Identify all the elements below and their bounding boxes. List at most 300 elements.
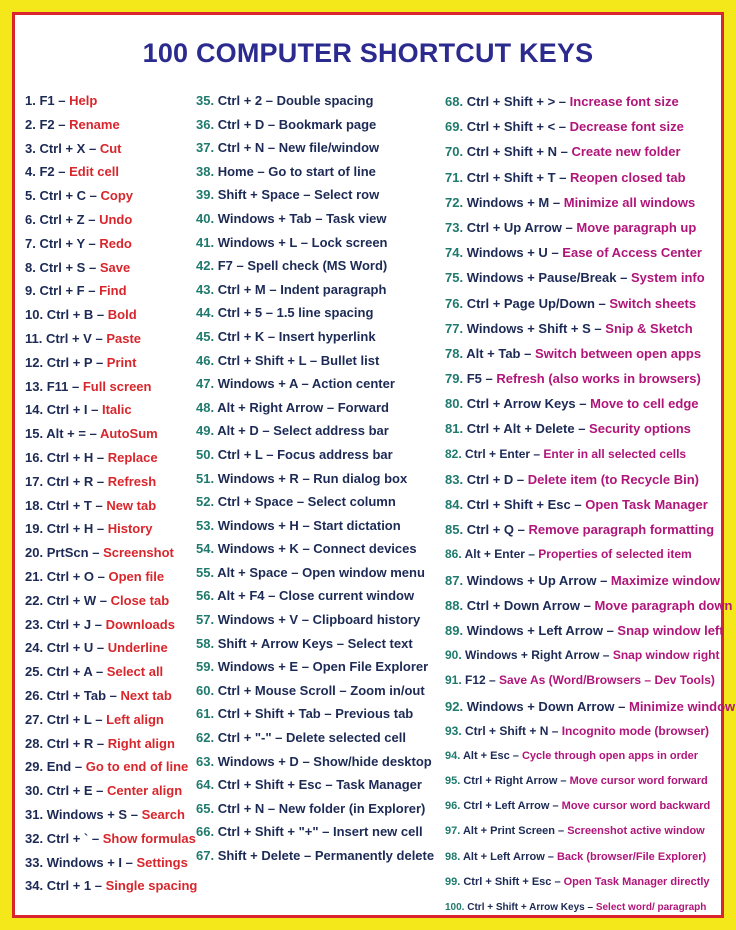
shortcut-item	[445, 794, 727, 819]
shortcut-item	[25, 803, 195, 827]
shortcut-number: 83.	[445, 471, 467, 487]
shortcut-separator: –	[287, 564, 303, 580]
shortcut-number: 74.	[445, 245, 467, 261]
shortcut-separator: –	[549, 800, 562, 813]
shortcut-number: 56.	[196, 588, 218, 604]
shortcut-item	[445, 719, 727, 744]
shortcut-separator: –	[91, 616, 106, 632]
shortcut-keys: Ctrl + B	[46, 307, 94, 323]
shortcut-number: 38.	[196, 163, 218, 179]
shortcut-separator: –	[300, 848, 315, 863]
shortcut-action: Italic	[101, 402, 132, 418]
shortcut-keys: Shift + Delete	[217, 848, 301, 863]
shortcut-item	[25, 708, 195, 732]
shortcut-number: 67.	[196, 848, 218, 863]
shortcut-number: 26.	[25, 687, 47, 703]
shortcut-separator: –	[232, 258, 248, 274]
shortcut-item	[445, 215, 727, 240]
shortcut-separator: –	[544, 850, 557, 863]
shortcut-number: 71.	[445, 169, 467, 185]
shortcut-number: 27.	[25, 711, 47, 727]
shortcut-number: 96.	[445, 800, 464, 813]
shortcut-item	[196, 561, 442, 585]
shortcut-action: Switch between open apps	[534, 345, 702, 361]
shortcut-item	[25, 874, 198, 898]
shortcut-separator: –	[262, 93, 277, 108]
shortcut-action: Lock screen	[311, 234, 388, 250]
shortcut-item	[196, 773, 442, 797]
shortcut-number: 34.	[25, 878, 47, 894]
shortcut-keys: PrtScn	[46, 545, 89, 561]
shortcut-action: Settings	[136, 854, 188, 870]
shortcut-number: 63.	[196, 753, 218, 769]
shortcut-action: Save	[99, 259, 131, 275]
shortcut-item	[25, 684, 195, 708]
shortcut-number: 48.	[196, 399, 218, 415]
shortcut-separator: –	[311, 210, 327, 226]
shortcut-separator: –	[86, 188, 101, 204]
shortcut-number: 41.	[196, 234, 218, 250]
shortcut-item	[445, 190, 727, 215]
shortcut-keys: Windows + V	[217, 612, 299, 628]
shortcut-keys: Ctrl + Shift + Esc	[463, 875, 552, 888]
shortcut-item	[25, 660, 195, 684]
shortcut-separator: –	[298, 541, 314, 557]
shortcut-keys: Ctrl + C	[39, 188, 87, 204]
shortcut-action: Bullet list	[320, 352, 380, 368]
shortcut-item	[196, 608, 442, 632]
shortcut-action: Refresh	[107, 473, 157, 489]
column-3	[445, 89, 736, 920]
shortcut-separator: –	[258, 423, 274, 439]
shortcut-separator: –	[602, 622, 618, 638]
shortcut-item	[196, 797, 442, 821]
shortcut-keys: Alt + Right Arrow	[217, 399, 324, 415]
shortcut-item	[25, 541, 195, 565]
shortcut-number: 37.	[196, 140, 218, 156]
shortcut-separator: –	[551, 875, 564, 888]
shortcut-item	[445, 769, 727, 794]
shortcut-separator: –	[297, 376, 312, 392]
shortcut-separator: –	[321, 777, 337, 793]
shortcut-item	[445, 694, 736, 719]
shortcut-separator: –	[91, 711, 107, 727]
shortcut-keys: Windows + Up Arrow	[466, 572, 597, 588]
shortcut-item	[445, 341, 727, 366]
shortcut-keys: Ctrl + 1	[46, 878, 92, 894]
page-title: 100 COMPUTER SHORTCUT KEYS	[142, 38, 594, 68]
shortcut-number: 42.	[196, 258, 218, 274]
shortcut-number: 3.	[25, 140, 40, 156]
shortcut-action: Left align	[106, 711, 164, 727]
shortcut-action: Connect devices	[313, 541, 417, 557]
shortcut-keys: Ctrl + Shift + <	[466, 119, 556, 135]
shortcut-separator: –	[85, 259, 100, 275]
shortcut-action: Go to start of line	[268, 163, 376, 179]
shortcut-action: Insert hyperlink	[278, 328, 376, 344]
shortcut-item	[25, 613, 195, 637]
shortcut-item	[25, 779, 195, 803]
shortcut-item	[25, 470, 195, 494]
shortcut-number: 78.	[445, 345, 467, 361]
shortcut-item	[196, 655, 442, 679]
shortcut-action: Select row	[314, 187, 380, 203]
shortcut-action: Search	[141, 806, 185, 822]
shortcut-keys: Ctrl + Shift + >	[466, 94, 556, 109]
shortcut-number: 13.	[25, 378, 47, 394]
shortcut-item	[25, 398, 195, 422]
shortcut-item	[25, 89, 195, 113]
shortcut-keys: Ctrl + E	[46, 783, 93, 799]
shortcut-keys: Ctrl + "-"	[217, 730, 272, 746]
shortcut-action: New tab	[106, 497, 157, 513]
shortcut-keys: Ctrl + I	[46, 402, 88, 418]
shortcut-item	[196, 490, 442, 514]
shortcut-separator: –	[96, 592, 111, 608]
shortcut-number: 15.	[25, 426, 47, 442]
shortcut-keys: Alt + D	[217, 423, 259, 439]
shortcut-separator: –	[71, 759, 86, 775]
shortcut-number: 98.	[445, 850, 463, 863]
shortcut-separator: –	[555, 119, 570, 135]
shortcut-keys: Ctrl + Shift + Tab	[217, 706, 321, 722]
shortcut-number: 43.	[196, 281, 218, 297]
shortcut-keys: Ctrl + Left Arrow	[463, 800, 550, 813]
shortcut-item	[25, 232, 195, 256]
shortcut-keys: Ctrl + Shift + Esc	[217, 777, 322, 793]
shortcut-separator: –	[93, 735, 108, 751]
shortcut-number: 92.	[445, 698, 467, 714]
shortcut-action: History	[107, 521, 153, 537]
shortcut-item	[445, 643, 727, 668]
shortcut-number: 59.	[196, 659, 218, 675]
shortcut-keys: Alt + Tab	[466, 345, 521, 361]
shortcut-action: Indent paragraph	[280, 281, 387, 297]
shortcut-number: 49.	[196, 423, 218, 439]
shortcut-keys: Windows + Left Arrow	[466, 622, 603, 638]
shortcut-action: Open Task Manager directly	[563, 875, 710, 888]
shortcut-keys: Alt + =	[46, 426, 86, 442]
shortcut-item	[25, 422, 195, 446]
shortcut-separator: –	[548, 723, 562, 738]
shortcut-keys: Windows + Pause/Break	[466, 270, 617, 286]
shortcut-item	[445, 391, 727, 416]
shortcut-action: Move to cell edge	[590, 396, 699, 412]
shortcut-separator: –	[87, 402, 102, 418]
shortcut-item	[196, 325, 442, 349]
shortcut-separator: –	[514, 522, 529, 538]
shortcut-separator: –	[513, 471, 528, 487]
shortcut-action: Cycle through open apps in order	[521, 749, 698, 762]
shortcut-number: 14.	[25, 402, 47, 418]
shortcut-item	[25, 494, 195, 518]
shortcut-item	[196, 537, 442, 561]
shortcut-separator: –	[556, 144, 572, 160]
shortcut-action: Bookmark page	[278, 116, 377, 132]
shortcut-keys: Ctrl + Enter	[465, 446, 531, 461]
shortcut-keys: Ctrl + Shift + Esc	[466, 497, 571, 512]
shortcut-action: Edit cell	[69, 164, 119, 180]
shortcut-number: 97.	[445, 825, 463, 838]
shortcut-action: Create new folder	[571, 144, 681, 160]
shortcut-action: Previous tab	[335, 706, 414, 722]
shortcut-item	[196, 396, 442, 420]
shortcut-separator: –	[570, 497, 586, 512]
shortcut-action: Minimize all windows	[563, 194, 696, 210]
shortcut-separator: –	[293, 494, 308, 510]
shortcut-item	[445, 568, 727, 593]
shortcut-keys: Ctrl + Page Up/Down	[466, 295, 595, 311]
shortcut-separator: –	[590, 320, 606, 336]
shortcut-separator: –	[616, 270, 631, 286]
shortcut-keys: Ctrl + D	[217, 116, 265, 132]
shortcut-item	[25, 589, 195, 613]
shortcut-number: 22.	[25, 592, 47, 608]
shortcut-item	[25, 732, 195, 756]
shortcut-action: Snip & Sketch	[605, 320, 693, 336]
shortcut-action: Select text	[347, 635, 413, 651]
shortcut-action: Reopen closed tab	[570, 169, 686, 185]
shortcut-separator: –	[262, 446, 278, 462]
shortcut-number: 39.	[196, 187, 218, 203]
shortcut-number: 29.	[25, 759, 47, 775]
shortcut-action: Delete selected cell	[286, 730, 406, 746]
shortcut-keys: Ctrl + L	[46, 711, 92, 727]
shortcut-action: Downloads	[105, 616, 175, 632]
shortcut-separator: –	[579, 597, 595, 613]
shortcut-item	[196, 183, 442, 207]
shortcut-number: 23.	[25, 616, 47, 632]
shortcut-separator: –	[91, 878, 106, 894]
shortcut-action: System info	[630, 270, 705, 286]
shortcut-item	[196, 231, 442, 255]
shortcut-action: Remove paragraph formatting	[528, 522, 715, 538]
shortcut-item	[445, 89, 727, 114]
shortcut-item	[196, 820, 442, 844]
shortcut-number: 32.	[25, 830, 47, 846]
shortcut-number: 70.	[445, 144, 467, 160]
shortcut-keys: F11	[46, 378, 69, 394]
shortcut-separator: –	[92, 664, 107, 680]
shortcut-item	[196, 160, 442, 184]
shortcut-action: Maximize window	[610, 572, 720, 588]
shortcut-number: 65.	[196, 800, 218, 816]
shortcut-number: 87.	[445, 572, 467, 588]
shortcut-action: Clipboard history	[312, 612, 421, 628]
shortcut-keys: Ctrl + Q	[466, 522, 515, 538]
shortcut-action: Copy	[100, 188, 134, 204]
shortcut-separator: –	[596, 572, 611, 588]
shortcut-keys: Ctrl + Mouse Scroll	[217, 682, 336, 698]
shortcut-number: 61.	[196, 706, 218, 722]
shortcut-separator: –	[91, 497, 107, 513]
shortcut-action: Close current window	[279, 588, 415, 604]
shortcut-action: Snap window left	[617, 622, 724, 638]
shortcut-action: Print	[106, 354, 137, 370]
shortcut-item	[25, 351, 195, 375]
shortcut-number: 64.	[196, 777, 218, 793]
shortcut-number: 6.	[25, 211, 40, 227]
shortcut-action: Select column	[307, 494, 396, 510]
shortcut-keys: Shift + Space	[217, 187, 300, 203]
shortcut-separator: –	[93, 521, 108, 537]
shortcut-action: Close tab	[110, 592, 170, 608]
shortcut-action: Center align	[107, 783, 183, 799]
shortcut-action: Minimize window	[628, 698, 736, 714]
shortcut-separator: –	[555, 169, 570, 185]
shortcut-keys: F1	[39, 93, 55, 108]
shortcut-separator: –	[323, 399, 338, 415]
shortcut-item	[196, 113, 442, 137]
shortcut-number: 5.	[25, 188, 40, 204]
shortcut-keys: Ctrl + R	[46, 735, 94, 751]
shortcut-number: 68.	[445, 94, 467, 109]
shortcut-keys: Ctrl + O	[46, 568, 95, 584]
shortcut-keys: Windows + Tab	[217, 210, 312, 226]
shortcut-action: AutoSum	[99, 426, 158, 442]
shortcut-action: Select all	[106, 664, 164, 680]
shortcut-number: 57.	[196, 612, 218, 628]
shortcut-separator: –	[320, 706, 336, 722]
shortcut-number: 54.	[196, 541, 218, 557]
shortcut-item	[25, 565, 195, 589]
shortcut-separator: –	[54, 164, 70, 180]
shortcut-keys: Ctrl + Z	[39, 211, 85, 227]
shortcut-number: 79.	[445, 371, 467, 387]
shortcut-keys: Windows + R	[217, 470, 299, 486]
shortcut-separator: –	[557, 775, 570, 788]
shortcut-number: 10.	[25, 307, 47, 323]
shortcut-action: Snap window right	[612, 648, 720, 663]
shortcut-keys: Windows + L	[217, 234, 298, 250]
shortcut-keys: Ctrl + P	[46, 354, 93, 370]
shortcut-action: Open file	[108, 568, 165, 584]
shortcut-separator: –	[265, 281, 281, 297]
shortcut-item	[196, 349, 442, 373]
shortcut-keys: Ctrl + Right Arrow	[463, 775, 558, 788]
shortcut-separator: –	[614, 698, 629, 714]
shortcut-action: Permanently delete	[314, 848, 435, 863]
shortcut-number: 90.	[445, 648, 466, 663]
shortcut-item	[196, 278, 442, 302]
shortcut-item	[25, 446, 195, 470]
shortcut-keys: Ctrl + H	[46, 521, 94, 537]
shortcut-number: 21.	[25, 568, 47, 584]
shortcut-item	[445, 618, 727, 643]
shortcut-item	[445, 416, 727, 441]
shortcut-separator: –	[298, 659, 313, 675]
shortcut-item	[25, 256, 195, 280]
shortcut-keys: F5	[466, 371, 482, 387]
shortcut-keys: Ctrl + Space	[217, 494, 294, 510]
shortcut-keys: Ctrl + V	[45, 330, 92, 346]
shortcut-separator: –	[555, 94, 570, 109]
shortcut-keys: F12	[465, 673, 486, 688]
shortcut-separator: –	[599, 648, 613, 663]
shortcut-number: 18.	[25, 497, 47, 513]
shortcut-keys: Home	[217, 163, 254, 179]
shortcut-number: 85.	[445, 522, 467, 538]
shortcut-keys: Shift + Arrow Keys	[217, 635, 334, 651]
shortcut-item	[196, 372, 442, 396]
shortcut-action: Rename	[69, 116, 120, 132]
shortcut-item	[25, 113, 195, 137]
shortcut-number: 80.	[445, 396, 467, 412]
shortcut-item	[196, 89, 442, 113]
shortcut-keys: Ctrl + Up Arrow	[466, 219, 562, 235]
shortcut-item	[196, 254, 442, 278]
shortcut-separator: –	[554, 825, 568, 838]
shortcut-action: Open window menu	[302, 564, 425, 580]
shortcut-number: 33.	[25, 854, 47, 870]
shortcut-number: 8.	[25, 259, 40, 275]
shortcut-separator: –	[84, 211, 100, 227]
shortcut-action: Incognito mode (browser)	[561, 723, 710, 738]
shortcut-separator: –	[54, 116, 70, 132]
shortcut-keys: Windows + U	[466, 245, 548, 261]
shortcut-separator: –	[92, 783, 108, 799]
shortcut-action: Insert new cell	[332, 824, 423, 840]
shortcut-item	[196, 750, 442, 774]
shortcut-number: 4.	[25, 164, 40, 180]
shortcut-keys: Windows + E	[217, 659, 299, 675]
shortcut-keys: Ctrl + Shift + "+"	[217, 824, 319, 840]
shortcut-action: Next tab	[120, 687, 172, 703]
shortcut-number: 84.	[445, 497, 467, 512]
shortcut-separator: –	[574, 421, 590, 437]
shortcut-number: 19.	[25, 521, 47, 537]
shortcut-number: 36.	[196, 116, 218, 132]
shortcut-number: 62.	[196, 730, 218, 746]
shortcut-item	[445, 139, 727, 164]
shortcut-item	[25, 375, 195, 399]
shortcut-number: 28.	[25, 735, 47, 751]
shortcut-keys: Ctrl + Down Arrow	[466, 597, 580, 613]
shortcut-keys: Ctrl + A	[46, 664, 93, 680]
shortcut-separator: –	[262, 305, 277, 321]
shortcut-keys: Ctrl + Tab	[46, 687, 107, 703]
shortcut-action: Properties of selected item	[538, 547, 692, 562]
shortcut-item	[25, 851, 195, 875]
shortcut-keys: Ctrl + Alt + Delete	[466, 421, 575, 437]
shortcut-keys: Ctrl + H	[46, 449, 94, 465]
shortcut-action: Right align	[107, 735, 175, 751]
shortcut-action: Screenshot active window	[567, 825, 705, 838]
shortcut-action: Move cursor word forward	[569, 775, 708, 788]
shortcut-keys: Ctrl + L	[217, 446, 263, 462]
shortcut-action: Move paragraph down	[594, 597, 733, 613]
shortcut-action: Show formulas	[102, 830, 196, 846]
shortcut-keys: Windows + H	[217, 517, 299, 533]
shortcut-action: Select address bar	[273, 423, 389, 439]
shortcut-number: 82.	[445, 446, 466, 461]
shortcut-number: 95.	[445, 775, 464, 788]
shortcut-item	[25, 208, 195, 232]
shortcut-action: Replace	[107, 449, 158, 465]
shortcut-keys: Alt + F4	[217, 588, 265, 604]
shortcut-separator: –	[297, 234, 312, 250]
shortcut-keys: Ctrl + 5	[217, 305, 263, 321]
shortcut-item	[196, 443, 442, 467]
shortcut-number: 93.	[445, 723, 466, 738]
shortcut-separator: –	[93, 307, 108, 323]
shortcut-item	[196, 514, 442, 538]
shortcut-item	[445, 492, 727, 517]
shortcut-keys: Ctrl + M	[217, 281, 266, 297]
shortcut-separator: –	[253, 163, 269, 179]
shortcut-separator: –	[264, 588, 279, 604]
shortcut-separator: –	[594, 295, 610, 311]
